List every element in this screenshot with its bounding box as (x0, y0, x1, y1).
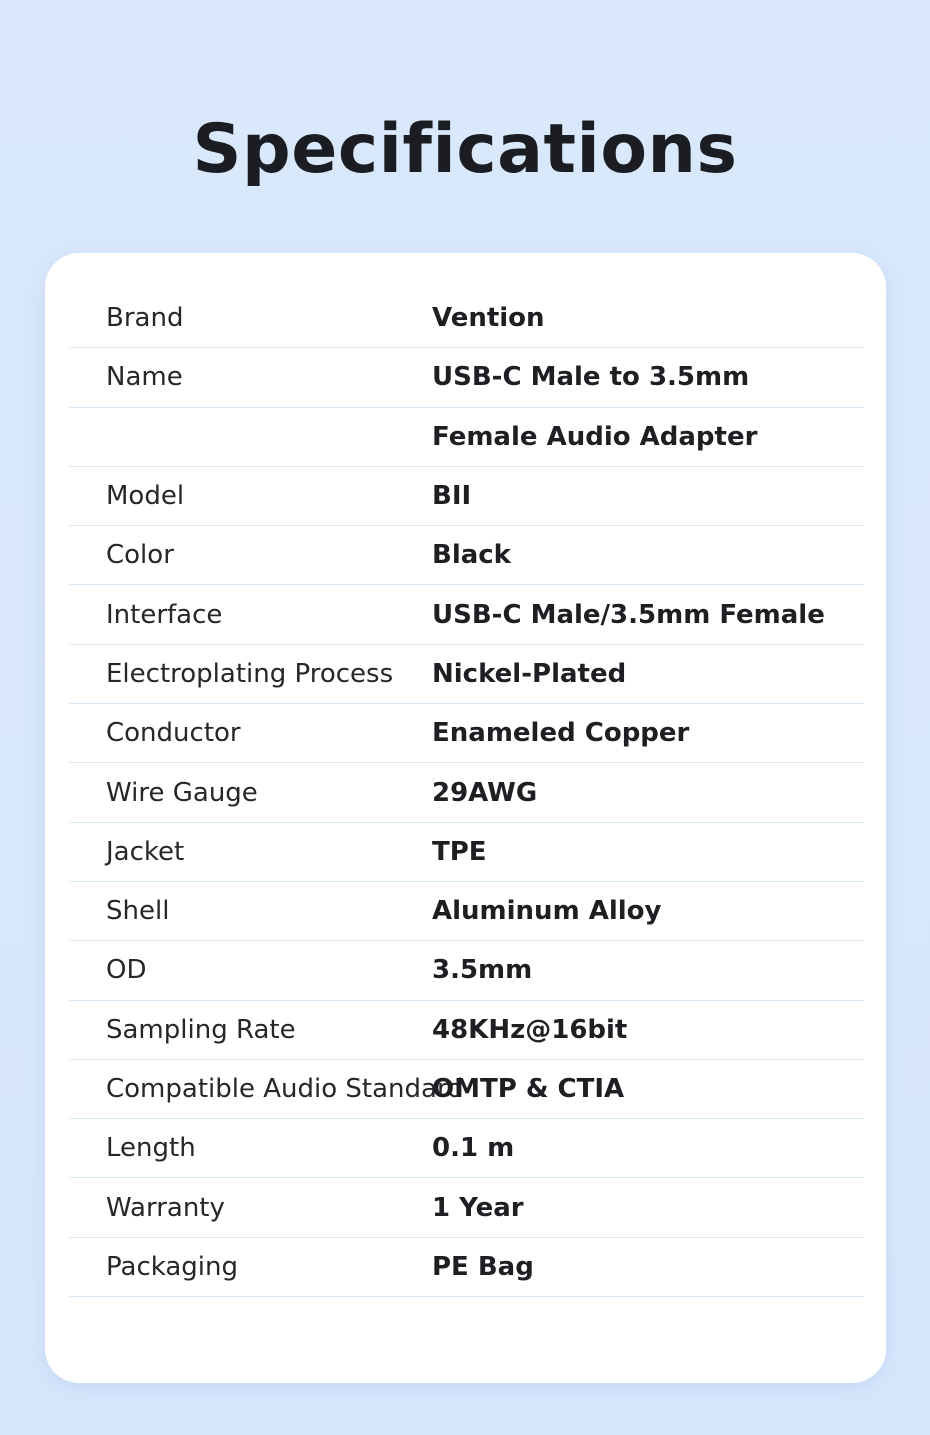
spec-label: Conductor (106, 718, 241, 749)
spec-label: Wire Gauge (106, 777, 258, 808)
spec-label: Color (106, 540, 174, 571)
spec-value: 3.5mm (432, 955, 533, 986)
spec-row-shell (69, 882, 864, 941)
spec-label: Shell (106, 896, 170, 927)
page-title: Specifications (192, 110, 738, 189)
spec-row-brand (69, 289, 864, 348)
specs-card (45, 253, 886, 1383)
spec-row-sampling-rate (69, 1001, 864, 1060)
spec-value: 1 Year (432, 1192, 524, 1223)
spec-value: TPE (432, 836, 487, 867)
spec-row-compatible-audio-standard (69, 1060, 864, 1119)
spec-row-color (69, 526, 864, 585)
spec-label: Compatible Audio Standard (106, 1074, 464, 1104)
spec-label: Warranty (106, 1192, 225, 1223)
spec-value: BII (432, 481, 472, 512)
spec-row-model (69, 467, 864, 526)
spec-row-length (69, 1119, 864, 1178)
spec-label: Name (106, 362, 183, 393)
spec-row-interface (69, 585, 864, 644)
spec-value: 48KHz@16bit (432, 1014, 628, 1045)
spec-value: Enameled Copper (432, 718, 690, 749)
spec-value: USB-C Male to 3.5mm (432, 362, 750, 393)
spec-label: Interface (106, 599, 223, 630)
spec-value: Aluminum Alloy (432, 896, 662, 927)
spec-label: Sampling Rate (106, 1014, 296, 1045)
spec-row-packaging (69, 1238, 864, 1297)
spec-label: Jacket (106, 836, 185, 867)
spec-value: OMTP & CTIA (432, 1074, 625, 1104)
spec-label: OD (106, 955, 147, 986)
spec-value: 0.1 m (432, 1133, 515, 1164)
spec-value: USB-C Male/3.5mm Female (432, 599, 825, 630)
spec-value: PE Bag (432, 1251, 534, 1282)
spec-row-conductor (69, 704, 864, 763)
spec-label: Brand (106, 303, 184, 334)
spec-label: Electroplating Process (106, 658, 394, 689)
spec-value: Female Audio Adapter (432, 421, 758, 452)
spec-row-warranty (69, 1178, 864, 1237)
spec-label: Packaging (106, 1251, 238, 1282)
spec-label: Length (106, 1133, 196, 1164)
spec-row-od (69, 941, 864, 1000)
spec-row-name-continued (69, 408, 864, 467)
spec-value: Vention (432, 303, 545, 334)
spec-value: Nickel-Plated (432, 658, 627, 689)
spec-value: 29AWG (432, 777, 538, 808)
specs-table (69, 289, 864, 1297)
spec-row-name (69, 348, 864, 407)
spec-row-wire-gauge (69, 763, 864, 822)
spec-row-electroplating-process (69, 645, 864, 704)
spec-value: Black (432, 540, 511, 571)
spec-row-jacket (69, 823, 864, 882)
spec-label: Model (106, 481, 185, 512)
